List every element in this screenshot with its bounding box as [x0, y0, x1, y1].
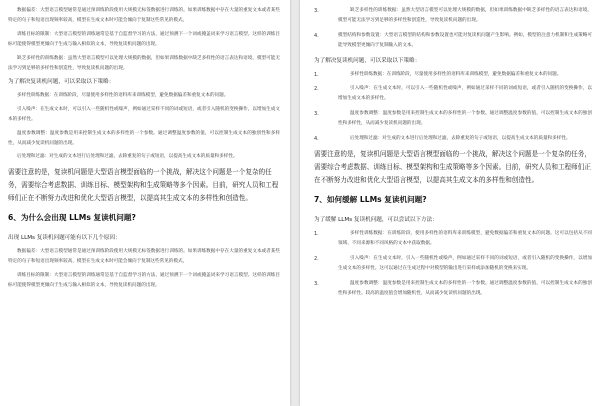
list-item	[314, 279, 592, 300]
list-item	[314, 31, 592, 52]
causes-lead: 出现 LLMs 复读机问题可能有以下几个原因：	[8, 234, 121, 241]
item-text: 引入噪声：在生成文本时，引入一些随机性或噪声，例如通过采样不同的词或短语，或者引入随机的变换操作，以增加生成文本的多样性。这可以通过在生成过程中对模型的输出进行采样或添加随机的变换来实现。	[338, 255, 592, 272]
paragraph: 缺乏多样性的训练数据：虽然大型语言模型可以处理大规模的数据，但如果训练数据中缺乏多样性的语言表达和语境，模型可能无法学习到足够的多样性和创造性，导致复读机问题的出现。	[8, 55, 280, 72]
list-item	[314, 109, 592, 130]
paragraph: 数据偏差：大型语言模型通常是通过预训练阶段使用大规模无标签数据进行训练的。如果训练数据中存在大量的重复文本或者某些特定的句子和短语出现频率较高，模型在生成文本时可能会倾向于复制这些常见的模式。	[8, 8, 280, 24]
item-number: 4.	[314, 32, 319, 39]
list-item	[314, 229, 592, 250]
summary-paragraph: 需要注意的是，复读机问题是大型语言模型面临的一个挑战，解决这个问题是一个复杂的任务，需要综合考虑数据、训练目标、模型架构和生成策略等多个因素。目前，研究人员和工程师们正在不断努力改进和优化大型语言模型，以提高其生成文本的多样性和创造性。	[314, 150, 591, 185]
item-number: 3.	[314, 280, 319, 287]
left-page[interactable]	[0, 0, 290, 406]
item-number: 3.	[314, 8, 319, 14]
mitigation-lead: 为了缓解 LLMs 复读机问题，可以尝试以下方法：	[314, 217, 438, 224]
list-item	[314, 84, 592, 105]
solution-lead: 为了解决复读机问题，可以采取以下策略：	[8, 79, 115, 86]
item-number: 4.	[314, 135, 319, 142]
item-text: 多样性训练数据：在训练阶段，尽量使用多样性的语料库来训练模型，避免数据偏差和重复文本的问题。	[350, 71, 562, 77]
item-number: 3.	[314, 110, 319, 117]
solution-lead: 为了解决复读机问题，可以采取以下策略：	[314, 57, 421, 64]
right-page[interactable]	[300, 0, 600, 406]
paragraph: 训练目标的限制：大型语言模型的训练通常是基于自监督学习的方法，通过预测下一个词或掩盖词来学习语言模型。这样的训练目标可能使得模型更倾向于生成与输入相似的文本，导致复读机问题的出现。	[8, 31, 280, 48]
item-text: 引入噪声：在生成文本时，可以引入一些随机性或噪声，例如通过采样不同的词或短语，或者引入随机的变换操作，以增加生成文本的多样性。	[338, 86, 592, 102]
item-text: 多样性训练数据：在训练阶段，使用多样性的语料库来训练模型，避免数据偏差和重复文本的问题。这可以包括从不同领域、不同来源和不同风格的文本中获取数据。	[338, 231, 592, 247]
item-number: 2.	[314, 255, 319, 262]
item-number: 2.	[314, 86, 319, 93]
item-text: 缺乏多样性的训练数据：虽然大型语言模型可以处理大规模的数据，但如果训练数据中缺乏多样性的语言表达和语境，模型可能无法学习到足够的多样性和创造性，导致复读机问题的出现。	[338, 8, 592, 24]
summary-paragraph: 需要注意的是，复读机问题是大型语言模型面临的一个挑战，解决这个问题是一个复杂的任务，需要综合考虑数据、训练目标、模型架构和生成策略等多个因素。目前，研究人员和工程师们正在不断努力改进和优化大型语言模型，以提高其生成文本的多样性和创造性。	[8, 167, 279, 202]
cause-item: 数据偏差：大型语言模型通常是通过预训练阶段使用大规模无标签数据进行训练的。如果训练数据中存在大量的重复文本或者某些特定的句子和短语出现频率较高，模型在生成文本时可能会倾向于复制这些常见的模式。	[8, 248, 280, 265]
list-item	[314, 70, 592, 80]
item-text: 温度参数调整：温度参数是用来控制生成文本的多样性的一个参数。通过调整温度参数的值，可以控制生成文本的独创性和多样性，从而减少复读机问题的出现。	[338, 110, 592, 127]
item-number: 1.	[314, 71, 319, 78]
item-text: 模型结构和参数设置：大型语言模型的结构和参数设置也可能对复读机问题产生影响。例如，模型的注意力机制和生成策略可能导致模型更倾向于复制输入的文本。	[338, 32, 592, 49]
item-text: 后处理和过滤：对生成的文本进行后处理和过滤，去除重复的句子或短语，以提高生成文本的质量和多样性。	[350, 135, 571, 141]
item-text: 温度参数调整：温度参数是用来控制生成文本的多样性的一个参数。通过调整温度参数的值，可以控制生成文本的独创性和多样性。较高的温度值会增加随机性，从而减少复读机问题的出现。	[338, 280, 592, 297]
solution-item: 引入噪声：在生成文本时，可以引入一些随机性或噪声，例如通过采样不同的词或短语，或者引入随机的变换操作，以增加生成文本的多样性。	[8, 106, 280, 123]
section-heading-7: 7、如何缓解 LLMs 复读机问题?	[314, 195, 427, 205]
list-item	[314, 134, 592, 144]
solution-item: 温度参数调整：温度参数是用来控制生成文本的多样性的一个参数。通过调整温度参数的值，可以控制生成文本的独创性和多样性，从而减少复读机问题的出现。	[8, 130, 280, 147]
list-item	[314, 254, 592, 275]
list-item	[314, 6, 592, 27]
cause-item: 训练目标的限制：大型语言模型的训练通常是基于自监督学习的方法，通过预测下一个词或掩盖词来学习语言模型。这样的训练目标可能使得模型更倾向于生成与输入相似的文本，导致复读机问题的出现。	[8, 272, 280, 289]
solution-item: 多样性训练数据：在训练阶段，尽量使用多样性的语料库来训练模型，避免数据偏差和重复文本的问题。	[17, 93, 229, 99]
section-heading-6: 6、为什么会出现 LLMs 复读机问题?	[8, 212, 136, 222]
solution-item: 后处理和过滤：对生成的文本进行后处理和过滤，去除重复的句子或短语，以提高生成文本的质量和多样性。	[17, 154, 238, 160]
item-number: 1.	[314, 231, 319, 238]
